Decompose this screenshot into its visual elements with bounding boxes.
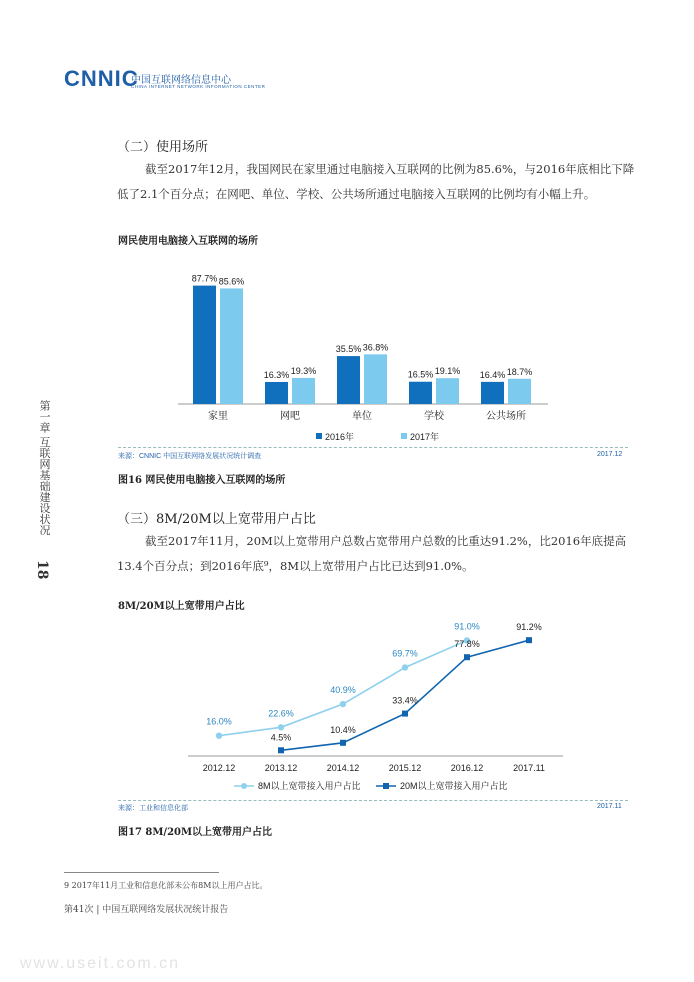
- bar-1-4: [508, 379, 531, 404]
- bar-label-0-3: 16.5%: [407, 369, 434, 380]
- point-label-1-1: 4.5%: [270, 732, 292, 743]
- x-tick-label-4: 2016.12: [450, 763, 484, 773]
- legend-label-1: 20M以上宽带接入用户占比: [400, 781, 508, 791]
- chart1-footer-rule: [118, 447, 628, 448]
- bar-label-1-1: 19.3%: [290, 365, 317, 376]
- bar-label-1-3: 19.1%: [434, 366, 461, 377]
- legend-swatch-1: [401, 433, 407, 439]
- watermark-url: www.useit.com.cn: [20, 955, 181, 972]
- bar-1-3: [436, 378, 459, 404]
- point-0-2: [340, 701, 346, 707]
- x-tick-label-3: 2015.12: [388, 763, 422, 773]
- x-tick-label-2: 2014.12: [326, 763, 360, 773]
- bar-label-1-2: 36.8%: [362, 342, 389, 353]
- point-label-1-2: 10.4%: [330, 724, 356, 735]
- chart2-line-chart: [118, 610, 648, 800]
- point-label-1-4: 77.8%: [454, 639, 480, 650]
- point-0-0: [216, 732, 222, 738]
- bar-0-0: [193, 286, 216, 404]
- legend-label-0: 8M以上宽带接入用户占比: [258, 781, 361, 791]
- point-1-4: [464, 654, 470, 660]
- chart1-title: 网民使用电脑接入互联网的场所: [118, 236, 258, 247]
- point-1-3: [402, 711, 408, 717]
- section-heading-usage-location: （二）使用场所: [117, 140, 209, 155]
- bar-label-1-4: 18.7%: [506, 366, 533, 377]
- point-label-0-1: 22.6%: [268, 708, 294, 719]
- chart2-source: 来源：工业和信息化部: [118, 805, 188, 812]
- x-tick-label-5: 2017.11: [513, 763, 545, 773]
- legend-marker-0: [241, 783, 247, 789]
- section-heading-broadband: （三）8M/20M以上宽带用户占比: [117, 512, 316, 527]
- page-number: 18: [34, 560, 50, 580]
- point-1-2: [340, 740, 346, 746]
- report-title: 第41次 | 中国互联网络发展状况统计报告: [64, 905, 229, 915]
- figure16-caption: 图16 网民使用电脑接入互联网的场所: [118, 475, 286, 486]
- point-label-0-0: 16.0%: [206, 716, 232, 727]
- bar-0-4: [481, 382, 504, 404]
- point-label-1-3: 33.4%: [392, 695, 418, 706]
- x-tick-label-1: 2013.12: [264, 763, 298, 773]
- bar-label-0-0: 87.7%: [191, 273, 218, 284]
- x-tick-label-0: 2012.12: [202, 763, 236, 773]
- chart1-source: 来源：CNNIC 中国互联网络发展状况统计调查: [118, 453, 262, 460]
- point-label-0-2: 40.9%: [330, 685, 356, 696]
- category-label-0: 家里: [208, 411, 228, 422]
- category-label-3: 学校: [424, 411, 444, 422]
- point-1-1: [278, 747, 284, 753]
- chapter-title: 第一章 互联网基础建设状况: [38, 400, 51, 536]
- bar-1-1: [292, 378, 315, 404]
- bar-label-1-0: 85.6%: [218, 276, 245, 287]
- bar-0-1: [265, 382, 288, 404]
- footnote-text: 9 2017年11月工业和信息化部未公布8M以上用户占比。: [64, 881, 268, 890]
- paragraph3-line-2: 13.4个百分点；到2016年底⁹，8M以上宽带用户占比已达到91.0%。: [117, 559, 474, 573]
- point-label-0-4: 91.0%: [454, 621, 480, 632]
- point-0-1: [278, 724, 284, 730]
- legend-label-1: 2017年: [410, 432, 440, 442]
- chart1-bar-chart: [118, 250, 648, 450]
- bar-label-0-1: 16.3%: [263, 369, 290, 380]
- point-0-3: [402, 664, 408, 670]
- chart2-title: 8M/20M以上宽带用户占比: [118, 601, 245, 612]
- footnote-divider: [64, 872, 219, 873]
- legend-label-0: 2016年: [325, 432, 355, 442]
- bar-0-3: [409, 382, 432, 404]
- category-label-1: 网吧: [280, 411, 300, 422]
- paragraph-line-1: 截至2017年12月，我国网民在家里通过电脑接入互联网的比例为85.6%，与2016年底相比下降: [145, 162, 635, 176]
- point-label-0-3: 69.7%: [392, 648, 418, 659]
- category-label-2: 单位: [352, 411, 372, 422]
- org-name-en: CHINA INTERNET NETWORK INFORMATION CENTER: [131, 84, 266, 89]
- category-label-4: 公共场所: [486, 411, 526, 422]
- figure17-caption: 图17 8M/20M以上宽带用户占比: [118, 827, 273, 838]
- paragraph3-line-1: 截至2017年11月，20M以上宽带用户总数占宽带用户总数的比重达91.2%，比2016年底提高: [145, 534, 627, 548]
- bar-1-0: [220, 288, 243, 404]
- bar-label-0-4: 16.4%: [479, 369, 506, 380]
- org-name-cn: 中国互联网络信息中心: [131, 75, 231, 86]
- chart2-date: 2017.11: [597, 803, 622, 810]
- cnnic-logo: CNNIC: [64, 66, 139, 91]
- point-1-5: [526, 637, 532, 643]
- legend-marker-1: [383, 783, 389, 789]
- bar-label-0-2: 35.5%: [335, 344, 362, 355]
- chart2-footer-rule: [118, 800, 628, 801]
- bar-1-2: [364, 354, 387, 404]
- paragraph-line-2: 低了2.1个百分点；在网吧、单位、学校、公共场所通过电脑接入互联网的比例均有小幅上升。: [117, 187, 596, 201]
- legend-swatch-0: [316, 433, 322, 439]
- chart1-date: 2017.12: [597, 451, 623, 458]
- point-label-1-5: 91.2%: [516, 622, 542, 633]
- bar-0-2: [337, 356, 360, 404]
